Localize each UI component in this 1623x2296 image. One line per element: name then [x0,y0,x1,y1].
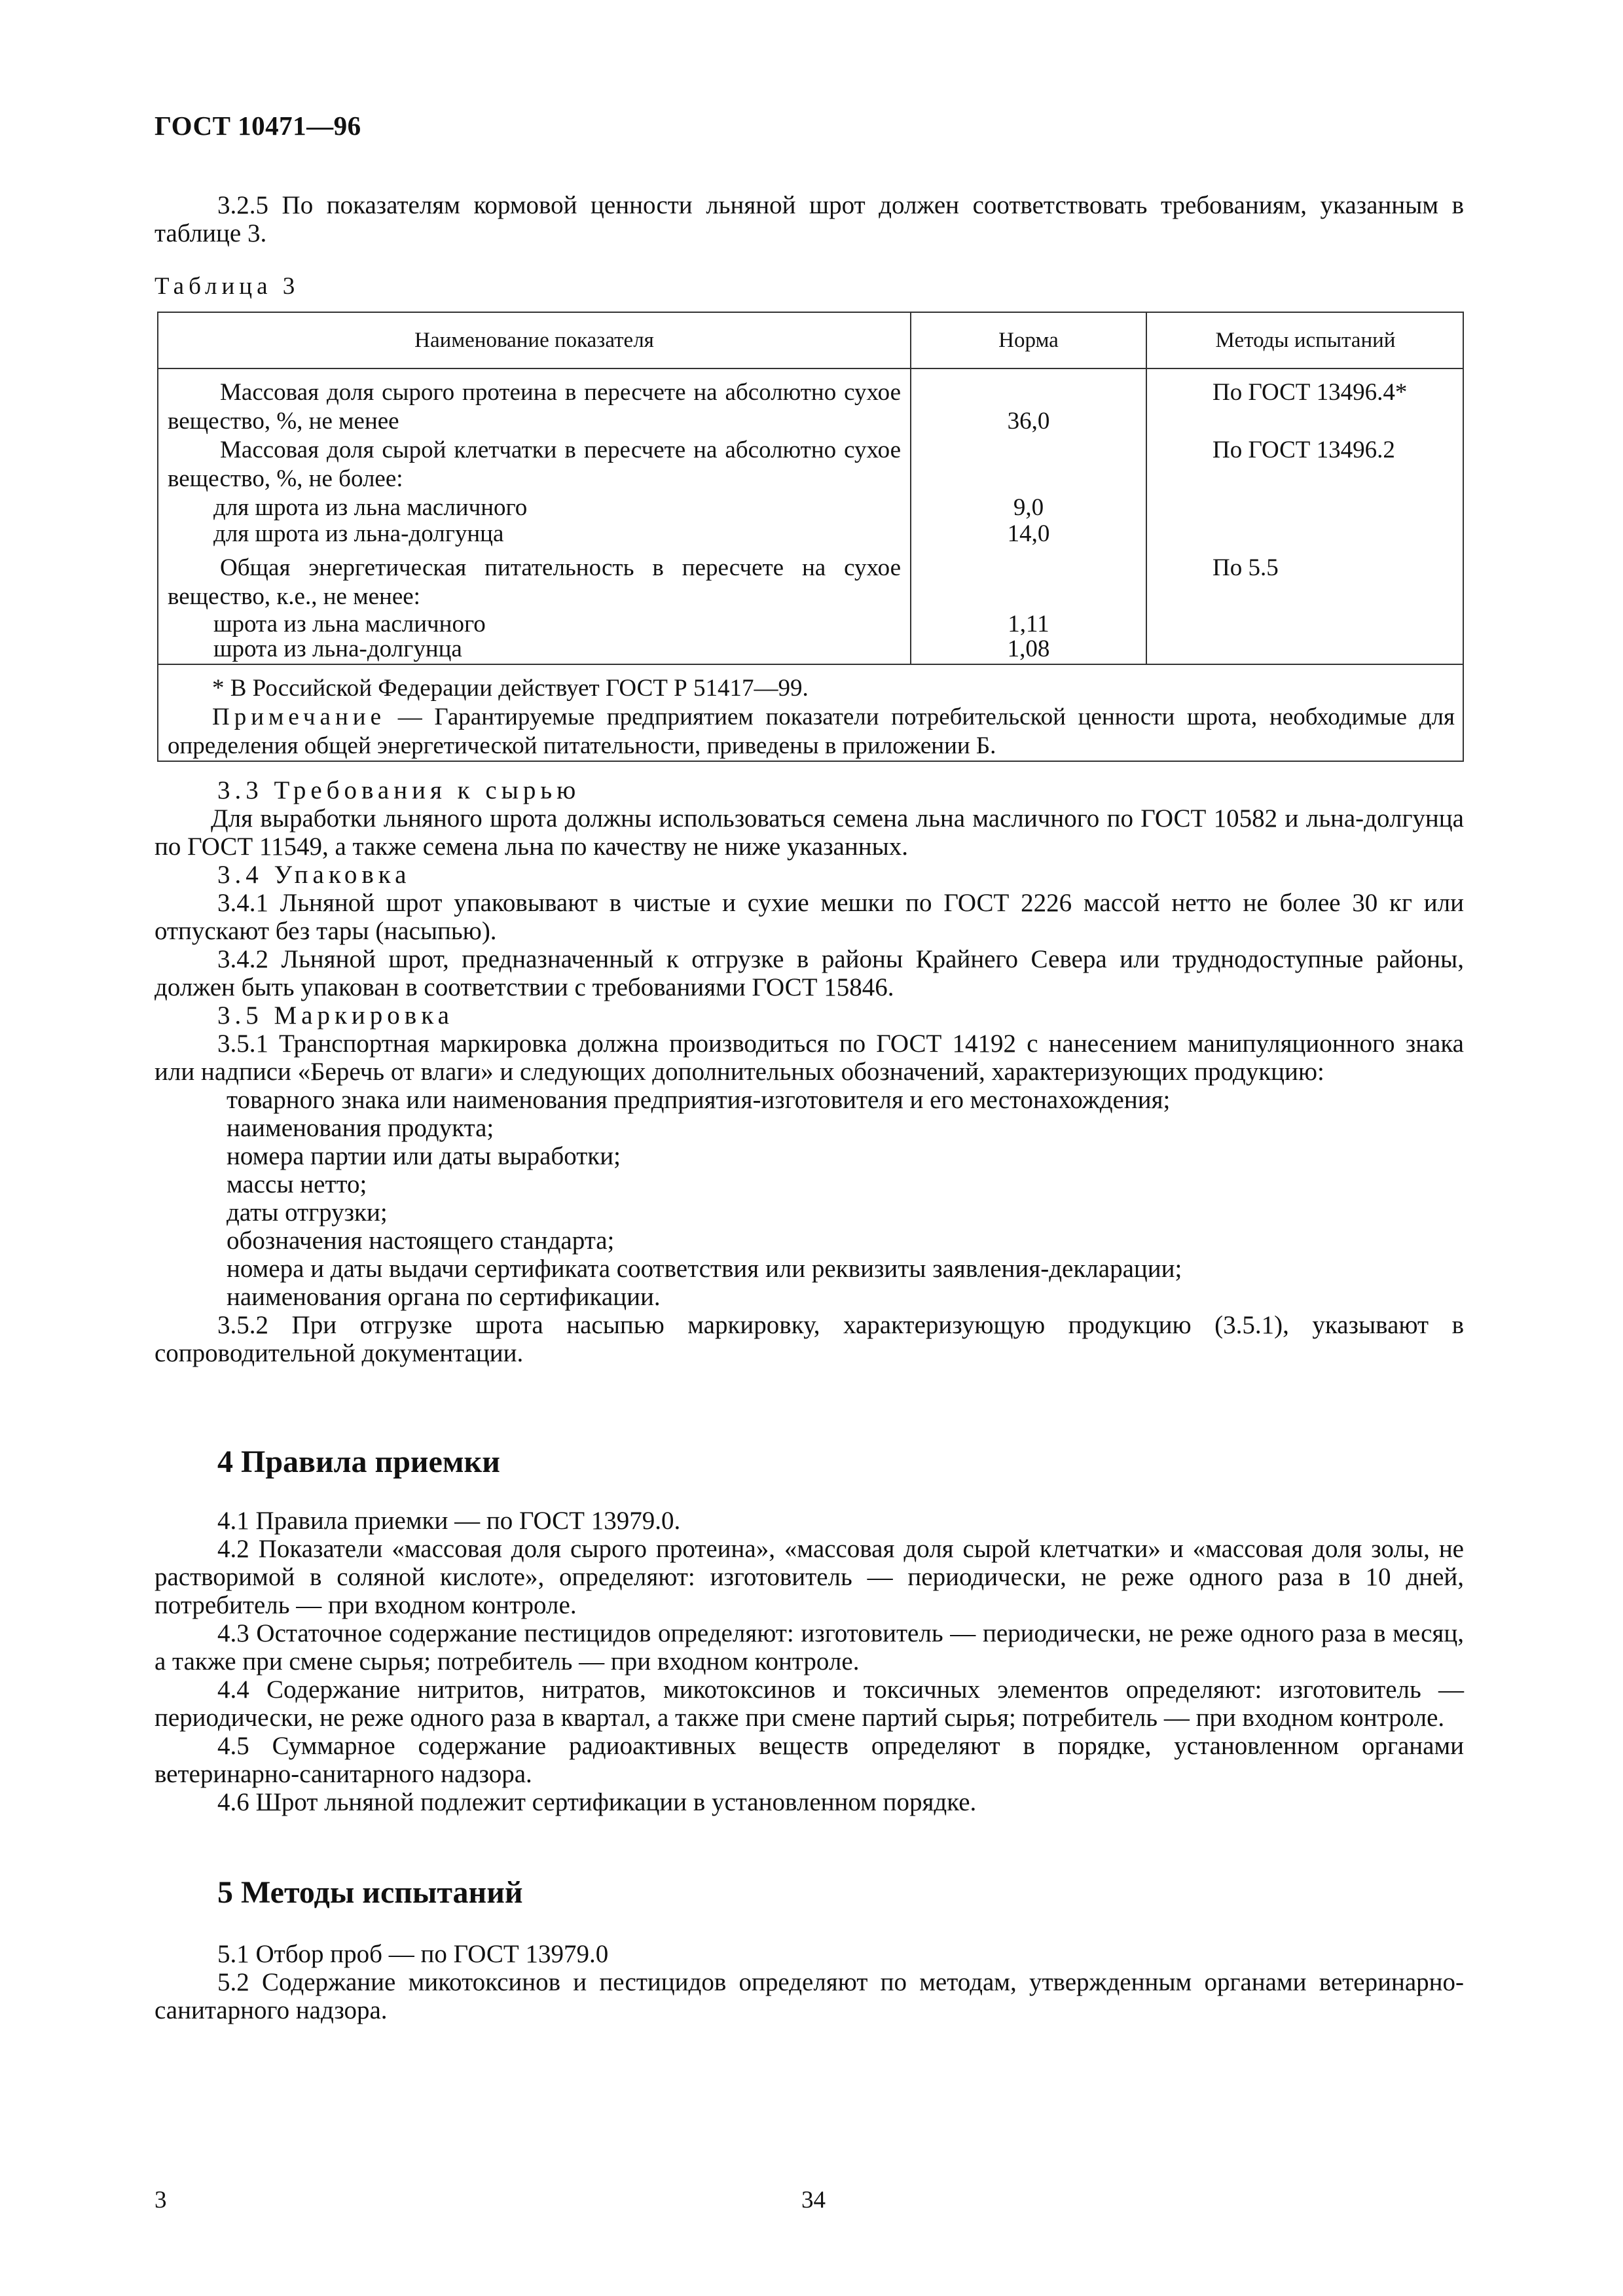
note-text: — Гарантируемые предприятием показатели потребительской ценности шрота, необходимые для определения общей энергетической питательности, приведены в приложении Б. [168,704,1455,759]
table-3 [157,312,1464,762]
row-energy-sub1: шрота из льна масличного [213,611,486,637]
paragraph-4-4: 4.4 Содержание нитритов, нитратов, микотоксинов и токсичных элементов определяют: изготовитель — периодически, не реже одного раза в квартал, а также при смене партий сырья; потребитель — при входном контроле. [155,1676,1464,1732]
row-fiber-sub2: для шрота из льна-долгунца [213,520,504,547]
row-fiber-norm2: 14,0 [1007,520,1050,547]
paragraph-3-4-1: 3.4.1 Льняной шрот упаковывают в чистые и сухие мешки по ГОСТ 2226 массой нетто не более 30 кг или отпускают без тары (насыпью). [155,889,1464,945]
standard-code-header: ГОСТ 10471—96 [155,111,361,141]
paragraph-5-1: 5.1 Отбор проб — по ГОСТ 13979.0 [217,1940,609,1968]
section-3-4-title: 3.4 Упаковка [217,861,411,889]
marking-item-7: номера и даты выдачи сертификата соответствия или реквизиты заявления-декларации; [227,1255,1182,1283]
paragraph-4-1: 4.1 Правила приемки — по ГОСТ 13979.0. [217,1507,681,1535]
marking-item-2: наименования продукта; [227,1114,494,1142]
marking-item-1: товарного знака или наименования предприятия-изготовителя и его местонахождения; [227,1086,1171,1114]
row-protein-name: Массовая доля сырого протеина в пересчете на абсолютно сухое вещество, %, не менее [168,379,901,435]
paragraph-3-5-2: 3.5.2 При отгрузке шрота насыпью маркировку, характеризующую продукцию (3.5.1), указывают в сопроводительной документации. [155,1311,1464,1367]
paragraph-3-2-5: 3.2.5 По показателям кормовой ценности льняной шрот должен соответствовать требованиям, указанным в таблице 3. [155,191,1464,247]
section-4-title: 4 Правила приемки [217,1444,500,1479]
header-norm: Норма [998,329,1059,352]
row-energy-method: По 5.5 [1213,554,1279,581]
section-3-3-text: Для выработки льняного шрота должны использоваться семена льна масличного по ГОСТ 10582 и льна-долгунца по ГОСТ 11549, а также семена льна по качеству не ниже указанных. [155,804,1464,861]
row-protein-method: По ГОСТ 13496.4* [1213,379,1408,406]
marking-item-5: даты отгрузки; [227,1198,388,1227]
header-indicator-name: Наименование показателя [414,329,654,352]
row-fiber-sub1: для шрота из льна масличного [213,494,528,521]
marking-item-3: номера партии или даты выработки; [227,1142,621,1170]
table-caption: Таблица 3 [155,273,300,300]
paragraph-4-5: 4.5 Суммарное содержание радиоактивных веществ определяют в порядке, установленном органами ветеринарно-санитарного надзора. [155,1732,1464,1788]
paragraph-3-4-2: 3.4.2 Льняной шрот, предназначенный к отгрузке в районы Крайнего Севера или труднодоступные районы, должен быть упакован в соответствии с требованиями ГОСТ 15846. [155,945,1464,1001]
marking-item-8: наименования органа по сертификации. [227,1283,661,1311]
footer-page-number: 34 [801,2187,826,2214]
section-3-5-title: 3.5 Маркировка [217,1001,454,1030]
paragraph-4-3: 4.3 Остаточное содержание пестицидов определяют: изготовитель — периодически, не реже одного раза в месяц, а также при смене сырья; потребитель — при входном контроле. [155,1619,1464,1676]
header-test-methods: Методы испытаний [1215,329,1396,352]
paragraph-5-2: 5.2 Содержание микотоксинов и пестицидов определяют по методам, утвержденным органами ветеринарно-санитарного надзора. [155,1968,1464,2024]
table-divider-2 [1146,313,1147,665]
paragraph-4-2: 4.2 Показатели «массовая доля сырого протеина», «массовая доля сырой клетчатки» и «массовая доля золы, не растворимой в соляной кислоте», определяют: изготовитель — периодически, не реже одного раза в 10 дней, потребитель — при входном контроле. [155,1535,1464,1619]
table-footnote: * В Российской Федерации действует ГОСТ Р 51417—99. [212,675,809,702]
intro-block [155,191,1464,247]
section-5-body [155,1940,1464,2024]
section-4-body [155,1507,1464,1816]
row-fiber-method: По ГОСТ 13496.2 [1213,437,1395,463]
paragraph-3-5-1: 3.5.1 Транспортная маркировка должна производиться по ГОСТ 14192 с нанесением манипуляционного знака или надписи «Беречь от влаги» и следующих дополнительных обозначений, характеризующих продукцию: [155,1030,1464,1086]
note-label: Примечание [212,704,386,730]
row-energy-name: Общая энергетическая питательность в пересчете на сухое вещество, к.е., не менее: [168,554,901,610]
section-5-title: 5 Методы испытаний [217,1875,523,1910]
sections-3-3-to-3-5 [155,776,1464,1367]
marking-item-4: массы нетто; [227,1170,367,1198]
table-header-rule [158,368,1463,369]
row-energy-norm1: 1,11 [1008,611,1049,637]
row-protein-norm: 36,0 [1007,408,1050,435]
row-fiber-name: Массовая доля сырой клетчатки в пересчете на абсолютно сухое вещество, %, не более: [168,437,901,492]
table-note [168,703,1455,761]
table-body-rule [158,664,1463,665]
footer-left-number: 3 [155,2187,167,2214]
section-3-3-title: 3.3 Требования к сырью [217,776,581,804]
row-energy-norm2: 1,08 [1007,636,1050,662]
paragraph-4-6: 4.6 Шрот льняной подлежит сертификации в установленном порядке. [217,1788,977,1816]
row-fiber-norm1: 9,0 [1013,494,1044,521]
marking-item-6: обозначения настоящего стандарта; [227,1227,615,1255]
row-energy-sub2: шрота из льна-долгунца [213,636,462,662]
